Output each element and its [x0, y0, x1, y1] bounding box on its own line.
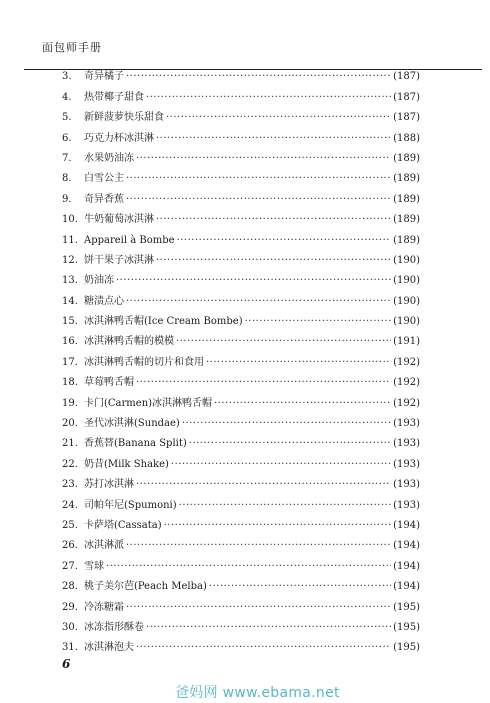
toc-leader-dots [189, 438, 391, 450]
toc-entry [62, 247, 420, 267]
toc-entry-number: 18. [62, 377, 78, 389]
toc-entry [62, 83, 420, 103]
toc-leader-dots [126, 194, 391, 206]
page-header [24, 20, 470, 52]
toc-entry [62, 308, 420, 328]
toc-entry-title: 热带椰子甜食 [84, 91, 144, 103]
toc-entry-number: 14. [62, 295, 78, 307]
toc-entry [62, 328, 420, 348]
toc-entry-number: 15. [62, 316, 78, 328]
toc-entry-title: 牛奶葡萄冰淇淋 [84, 214, 154, 226]
toc-entry-number: 13. [62, 275, 78, 287]
toc-leader-dots [179, 500, 391, 512]
toc-entry-page: (191) [393, 336, 420, 348]
toc-entry-number: 9. [62, 193, 72, 205]
toc-entry [62, 63, 420, 83]
toc-entry-title: 饼干果子冰淇淋 [84, 254, 154, 266]
toc-entry-title: 水果奶油冻 [84, 152, 134, 164]
toc-entry-title: 卡萨塔(Cassata) [84, 519, 162, 531]
toc-entry [62, 206, 420, 226]
toc-entry-title: 新鲜菠萝快乐甜食 [84, 112, 164, 124]
toc-entry-number: 22. [62, 458, 78, 470]
toc-entry [62, 471, 420, 491]
toc-leader-dots [126, 173, 391, 185]
toc-entry-page: (187) [393, 91, 420, 103]
toc-entry-title: 雪球 [84, 560, 104, 572]
toc-entry-title: 奶昔(Milk Shake) [84, 458, 169, 470]
toc-entry-page: (195) [393, 642, 420, 654]
toc-entry-title: 巧克力杯冰淇淋 [84, 132, 154, 144]
page-number: 6 [62, 657, 71, 671]
toc-entry-page: (187) [393, 112, 420, 124]
toc-leader-dots [182, 418, 391, 430]
toc-entry-title: 奶油冻 [84, 275, 114, 287]
toc-entry-number: 19. [62, 397, 78, 409]
toc-entry-title: 苏打冰淇淋 [84, 479, 134, 491]
toc-entry [62, 185, 420, 205]
toc-entry-page: (189) [393, 234, 420, 246]
toc-entry-page: (192) [393, 377, 420, 389]
toc-entry-page: (193) [393, 438, 420, 450]
toc-entry-title: 草莓鸭舌帽 [84, 377, 134, 389]
toc-entry-page: (187) [393, 71, 420, 83]
toc-leader-dots [176, 336, 391, 348]
toc-entry-number: 24. [62, 499, 78, 511]
watermark: 爸妈网 www.ebama.net [175, 685, 340, 701]
toc-leader-dots [136, 479, 391, 491]
toc-entry-title: 冰淇淋派 [84, 540, 124, 552]
toc-entry-title: 桃子美尔芭(Peach Melba) [84, 581, 207, 593]
toc-entry-number: 31. [62, 642, 78, 654]
toc-entry-title: 冰淇淋鸭舌帽的切片和食用 [84, 356, 204, 368]
toc-leader-dots [146, 622, 391, 634]
toc-entry-page: (192) [393, 397, 420, 409]
toc-leader-dots [156, 255, 391, 267]
running-header-title: 面包师手册 [42, 41, 102, 54]
toc-entry [62, 634, 420, 654]
toc-entry-number: 25. [62, 519, 78, 531]
toc-entry-page: (189) [393, 173, 420, 185]
toc-leader-dots [136, 153, 391, 165]
toc-entry-title: 奇异橘子 [84, 71, 124, 83]
toc-entry [62, 104, 420, 124]
toc-entry-number: 16. [62, 336, 78, 348]
toc-leader-dots [171, 459, 391, 471]
toc-entry-page: (192) [393, 356, 420, 368]
toc-entry [62, 369, 420, 389]
toc-entry [62, 410, 420, 430]
toc-entry-number: 8. [62, 173, 72, 185]
toc-entry-page: (188) [393, 132, 420, 144]
toc-leader-dots [245, 316, 392, 328]
toc-entry [62, 267, 420, 287]
toc-entry-title: 香蕉替(Banana Split) [84, 438, 187, 450]
toc-entry-page: (193) [393, 499, 420, 511]
toc-entry-title: 糖渍点心 [84, 295, 124, 307]
toc-entry-number: 17. [62, 356, 78, 368]
toc-entry-title: 冰淇淋鸭舌帽的模模 [84, 336, 174, 348]
toc-leader-dots [214, 398, 391, 410]
toc-entry [62, 593, 420, 613]
toc-entry-title: 圣代冰淇淋(Sundae) [84, 418, 180, 430]
toc-entry-title: 司帕年尼(Spumoni) [84, 499, 177, 511]
toc-entry-title: 冰淇淋鸭舌帽(Ice Cream Bombe) [84, 316, 243, 328]
toc-entry-page: (190) [393, 295, 420, 307]
toc-leader-dots [156, 133, 391, 145]
toc-entry-page: (194) [393, 560, 420, 572]
toc-entry-number: 28. [62, 581, 78, 593]
toc-entry [62, 124, 420, 144]
toc-leader-dots [106, 561, 391, 573]
toc-leader-dots [136, 377, 391, 389]
toc-entry [62, 348, 420, 368]
toc-entry [62, 389, 420, 409]
toc-entry-title: 冰冻指形酥卷 [84, 621, 144, 633]
toc-entry [62, 491, 420, 511]
toc-entry-page: (189) [393, 152, 420, 164]
toc-leader-dots [166, 112, 391, 124]
toc-entry-page: (193) [393, 479, 420, 491]
toc-entry-title: 冰淇淋泡夫 [84, 642, 134, 654]
toc-entry [62, 145, 420, 165]
toc-entry [62, 165, 420, 185]
toc-entry-number: 5. [62, 112, 72, 124]
toc-entry-number: 29. [62, 601, 78, 613]
toc-leader-dots [156, 214, 391, 226]
toc-entry [62, 226, 420, 246]
toc-entry-number: 30. [62, 621, 78, 633]
toc-leader-dots [136, 642, 391, 654]
toc-entry-number: 4. [62, 91, 72, 103]
toc-entry-title: 白雪公主 [84, 173, 124, 185]
toc-entry-page: (189) [393, 193, 420, 205]
toc-entry [62, 552, 420, 572]
toc-entry-number: 23. [62, 479, 78, 491]
toc-leader-dots [206, 357, 391, 369]
toc-entry-page: (193) [393, 458, 420, 470]
toc-entry-number: 6. [62, 132, 72, 144]
toc-entry-number: 21. [62, 438, 78, 450]
toc-entry [62, 287, 420, 307]
toc-entry [62, 532, 420, 552]
toc-entry [62, 614, 420, 634]
toc-entry [62, 512, 420, 532]
toc-leader-dots [126, 296, 391, 308]
toc-entry-number: 10. [62, 214, 78, 226]
toc-entry-number: 11. [62, 234, 78, 246]
toc-entry-number: 12. [62, 254, 78, 266]
toc-leader-dots [116, 275, 391, 287]
toc-entry-title: Appareil à Bombe [84, 234, 175, 246]
toc-entry-number: 20. [62, 418, 78, 430]
toc-entry-number: 3. [62, 71, 72, 83]
toc-entry-page: (195) [393, 601, 420, 613]
toc-entry-page: (189) [393, 214, 420, 226]
toc-leader-dots [126, 540, 391, 552]
toc-entry [62, 430, 420, 450]
toc-leader-dots [164, 520, 391, 532]
toc-leader-dots [177, 235, 392, 247]
toc-entry [62, 450, 420, 470]
toc-entry-page: (194) [393, 540, 420, 552]
toc-entry-number: 26. [62, 540, 78, 552]
toc-entry [62, 573, 420, 593]
toc-entry-title: 卡门(Carmen)冰淇淋鸭舌帽 [84, 397, 213, 409]
toc-leader-dots [126, 602, 391, 614]
toc-entry-page: (195) [393, 621, 420, 633]
table-of-contents [62, 63, 420, 654]
toc-entry-page: (193) [393, 418, 420, 430]
toc-entry-page: (194) [393, 581, 420, 593]
toc-entry-page: (190) [393, 316, 420, 328]
toc-leader-dots [126, 71, 391, 83]
toc-entry-title: 奇异香蕉 [84, 193, 124, 205]
toc-entry-number: 27. [62, 560, 78, 572]
toc-leader-dots [146, 92, 391, 104]
toc-entry-number: 7. [62, 152, 72, 164]
toc-entry-title: 冷冻糖霜 [84, 601, 124, 613]
toc-entry-page: (194) [393, 519, 420, 531]
toc-leader-dots [209, 581, 391, 593]
toc-entry-page: (190) [393, 254, 420, 266]
toc-entry-page: (190) [393, 275, 420, 287]
